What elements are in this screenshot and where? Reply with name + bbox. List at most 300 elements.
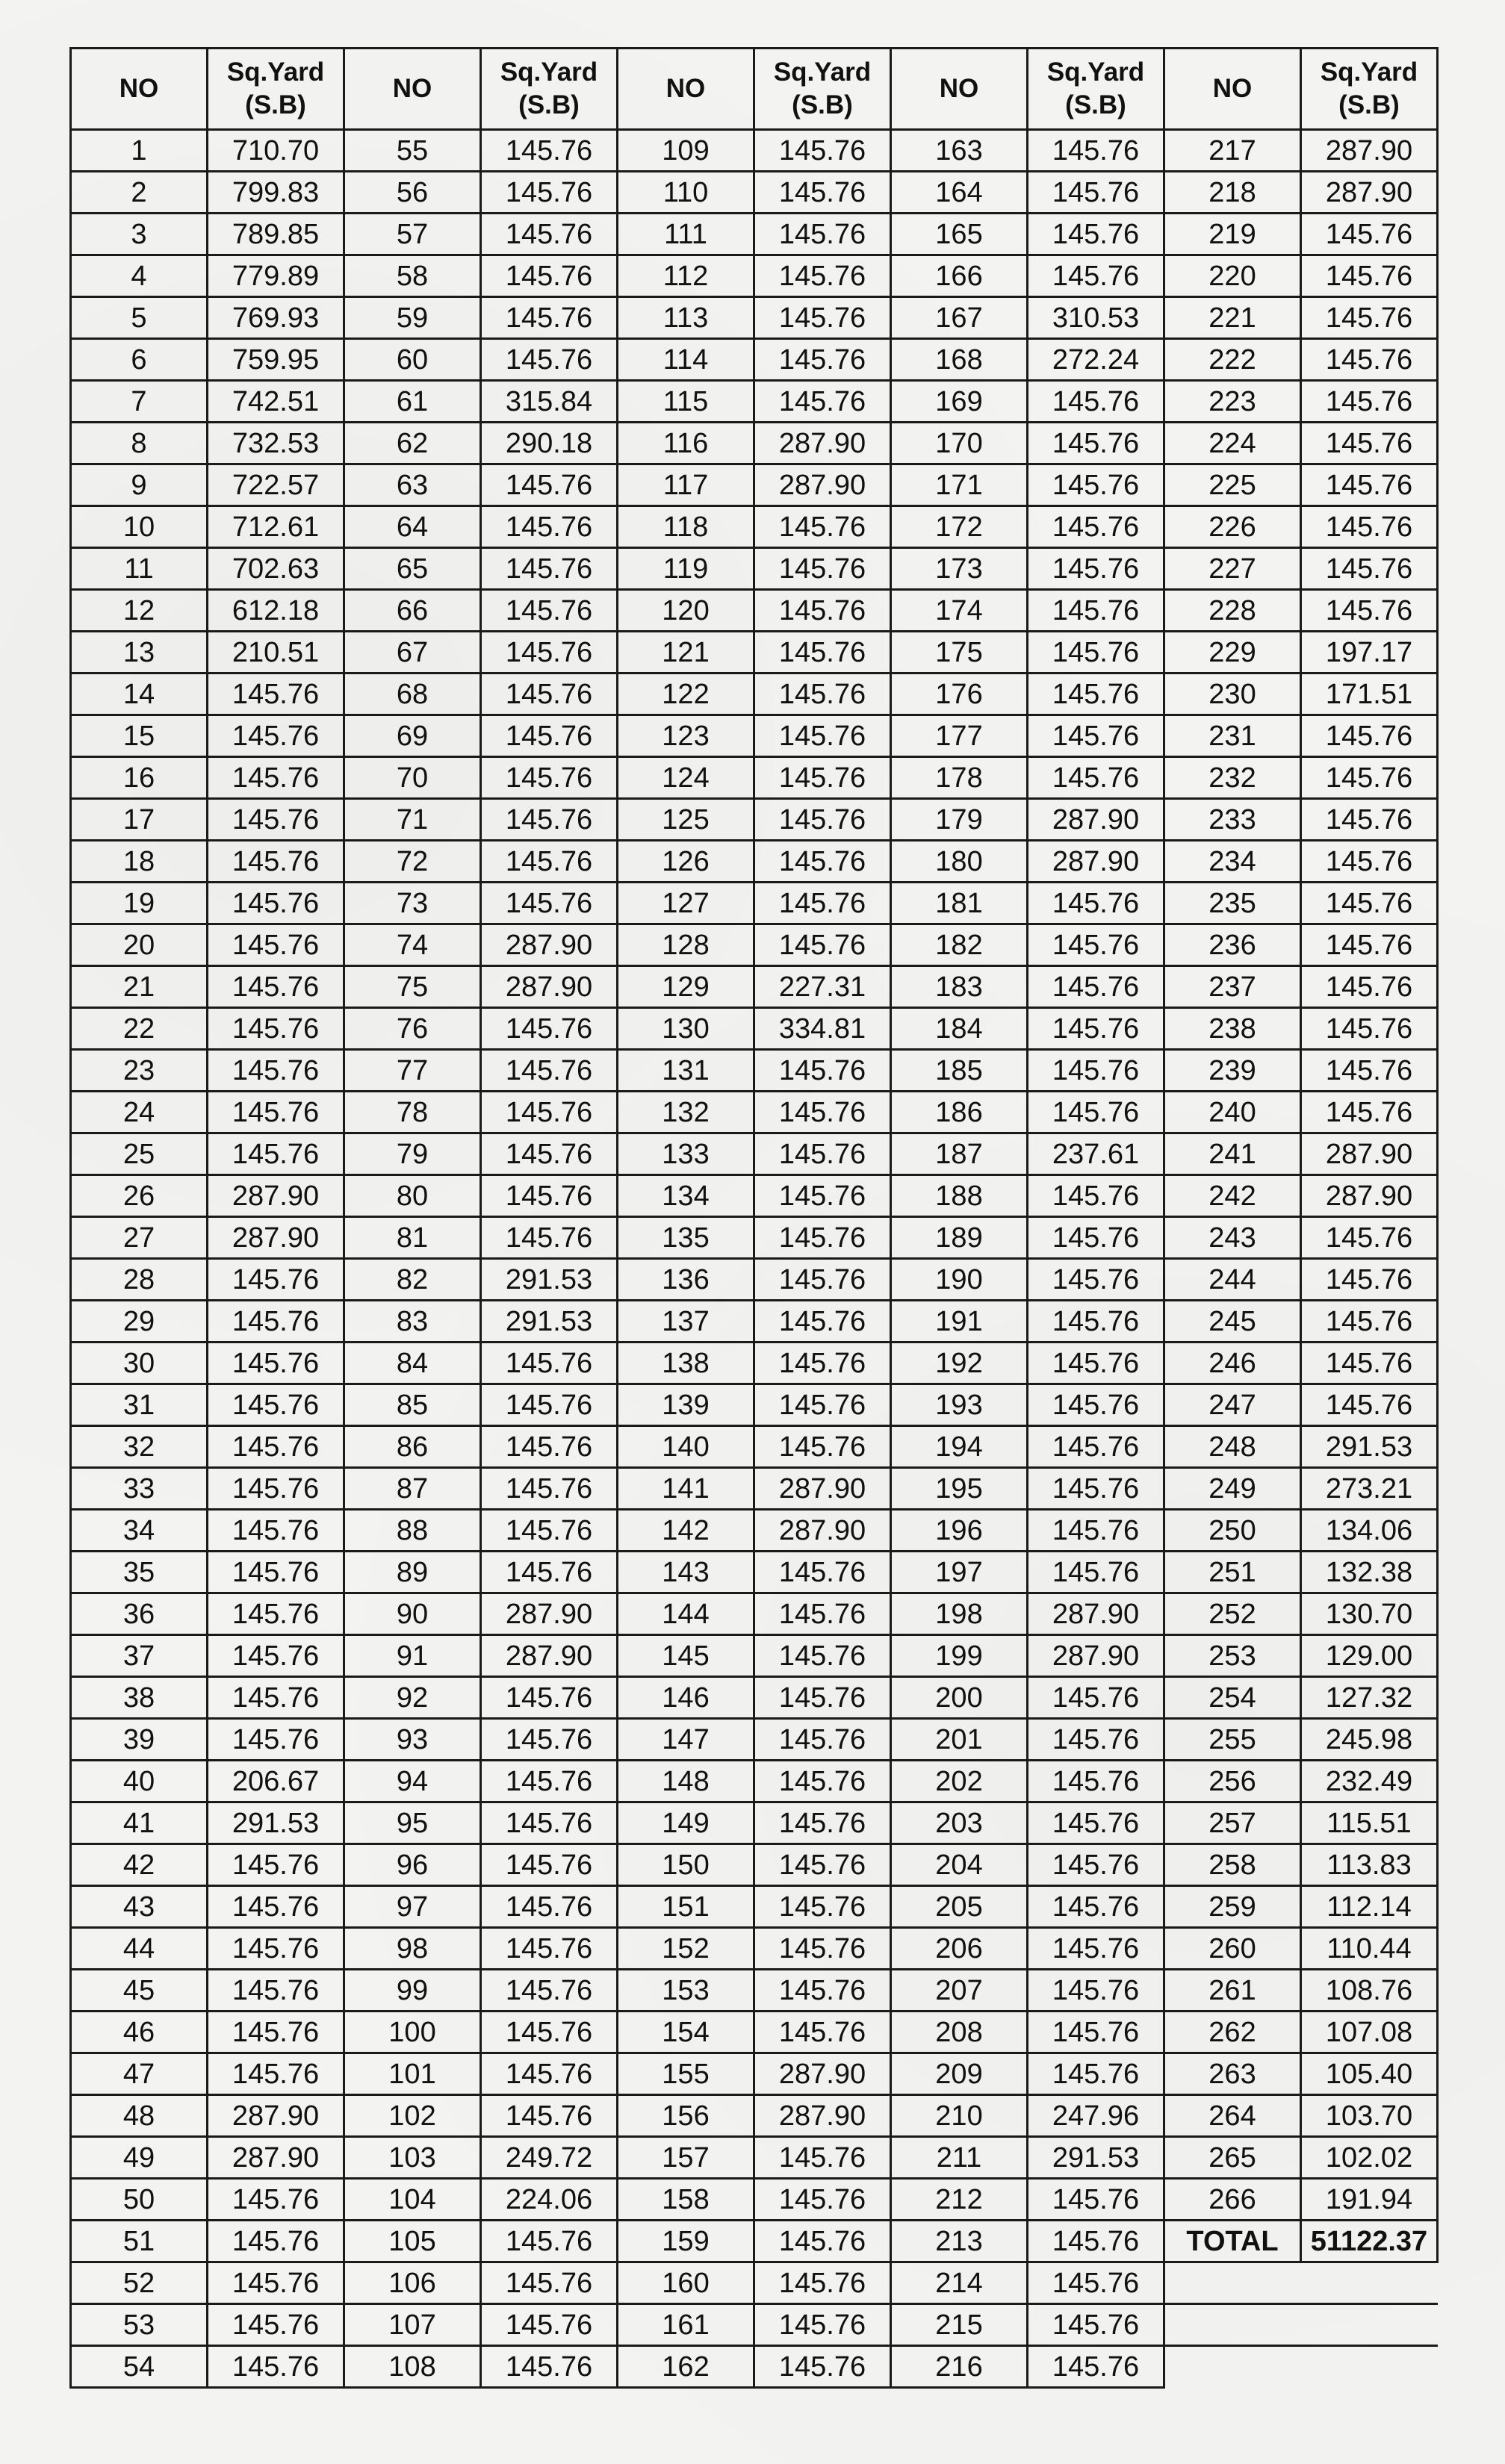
cell-plot-no: 107 — [344, 2304, 481, 2346]
cell-plot-no: 16 — [71, 757, 208, 799]
cell-sq-yard: 145.76 — [754, 1426, 891, 1468]
cell-sq-yard: 145.76 — [1301, 715, 1438, 757]
cell-plot-no: 226 — [1164, 506, 1301, 548]
table-row — [71, 2137, 1438, 2179]
cell-plot-no: 132 — [618, 1092, 754, 1133]
cell-sq-yard: 112.14 — [1301, 1886, 1438, 1928]
cell-sq-yard: 291.53 — [481, 1301, 618, 1343]
cell-plot-no: 90 — [344, 1593, 481, 1635]
cell-sq-yard: 145.76 — [1028, 2304, 1164, 2346]
cell-sq-yard: 145.76 — [754, 1635, 891, 1677]
cell-plot-no: 159 — [618, 2221, 754, 2262]
cell-plot-no: 58 — [344, 255, 481, 297]
cell-plot-no: 256 — [1164, 1761, 1301, 1802]
cell-sq-yard: 145.76 — [754, 2012, 891, 2053]
cell-plot-no: 166 — [891, 255, 1028, 297]
cell-sq-yard: 287.90 — [481, 966, 618, 1008]
cell-sq-yard: 759.95 — [208, 339, 344, 381]
cell-plot-no: 185 — [891, 1050, 1028, 1092]
cell-plot-no: 189 — [891, 1217, 1028, 1259]
cell-plot-no: 261 — [1164, 1970, 1301, 2012]
cell-plot-no: 67 — [344, 632, 481, 673]
cell-plot-no: 170 — [891, 423, 1028, 464]
cell-sq-yard: 145.76 — [481, 1217, 618, 1259]
cell-sq-yard: 145.76 — [1301, 1301, 1438, 1343]
cell-plot-no: 152 — [618, 1928, 754, 1970]
header-sb-label: (S.B) — [1065, 90, 1126, 119]
empty-cell — [1164, 2346, 1438, 2388]
cell-sq-yard: 145.76 — [754, 590, 891, 632]
cell-sq-yard: 145.76 — [1301, 381, 1438, 423]
cell-plot-no: 250 — [1164, 1510, 1301, 1552]
cell-sq-yard: 145.76 — [1028, 1928, 1164, 1970]
cell-plot-no: 164 — [891, 172, 1028, 214]
cell-sq-yard: 145.76 — [1028, 2053, 1164, 2095]
table-row — [71, 1343, 1438, 1384]
table-row — [71, 2346, 1438, 2388]
table-row — [71, 590, 1438, 632]
cell-sq-yard: 145.76 — [1301, 1217, 1438, 1259]
cell-plot-no: 187 — [891, 1133, 1028, 1175]
cell-plot-no: 103 — [344, 2137, 481, 2179]
cell-plot-no: 45 — [71, 1970, 208, 2012]
cell-plot-no: 125 — [618, 799, 754, 841]
cell-plot-no: 84 — [344, 1343, 481, 1384]
cell-sq-yard: 145.76 — [1028, 1217, 1164, 1259]
cell-sq-yard: 145.76 — [481, 1468, 618, 1510]
header-sb-label: (S.B) — [792, 90, 853, 119]
cell-sq-yard: 145.76 — [1301, 883, 1438, 924]
cell-plot-no: 73 — [344, 883, 481, 924]
cell-plot-no: 179 — [891, 799, 1028, 841]
cell-sq-yard: 710.70 — [208, 130, 344, 172]
cell-sq-yard: 145.76 — [481, 673, 618, 715]
cell-sq-yard: 145.76 — [481, 255, 618, 297]
cell-plot-no: 59 — [344, 297, 481, 339]
cell-sq-yard: 145.76 — [208, 1928, 344, 1970]
cell-sq-yard: 145.76 — [481, 130, 618, 172]
table-row — [71, 1510, 1438, 1552]
cell-plot-no: 241 — [1164, 1133, 1301, 1175]
cell-sq-yard: 145.76 — [754, 1719, 891, 1761]
cell-plot-no: 262 — [1164, 2012, 1301, 2053]
cell-plot-no: 26 — [71, 1175, 208, 1217]
header-sq-yard-label: Sq.Yard — [773, 57, 872, 87]
cell-plot-no: 31 — [71, 1384, 208, 1426]
cell-plot-no: 2 — [71, 172, 208, 214]
cell-plot-no: 223 — [1164, 381, 1301, 423]
cell-sq-yard: 145.76 — [481, 883, 618, 924]
header-sb-label: (S.B) — [518, 90, 580, 119]
cell-plot-no: 147 — [618, 1719, 754, 1761]
cell-plot-no: 56 — [344, 172, 481, 214]
cell-plot-no: 141 — [618, 1468, 754, 1510]
cell-sq-yard: 145.76 — [1028, 381, 1164, 423]
cell-sq-yard: 145.76 — [1301, 548, 1438, 590]
table-row — [71, 1217, 1438, 1259]
cell-plot-no: 186 — [891, 1092, 1028, 1133]
cell-sq-yard: 145.76 — [1028, 130, 1164, 172]
cell-plot-no: 206 — [891, 1928, 1028, 1970]
cell-plot-no: 32 — [71, 1426, 208, 1468]
cell-plot-no: 69 — [344, 715, 481, 757]
cell-sq-yard: 145.76 — [481, 1343, 618, 1384]
cell-plot-no: 218 — [1164, 172, 1301, 214]
cell-plot-no: 239 — [1164, 1050, 1301, 1092]
cell-sq-yard: 145.76 — [754, 799, 891, 841]
cell-sq-yard: 210.51 — [208, 632, 344, 673]
cell-plot-no: 199 — [891, 1635, 1028, 1677]
table-row — [71, 2262, 1438, 2304]
cell-plot-no: 19 — [71, 883, 208, 924]
table-row — [71, 339, 1438, 381]
cell-sq-yard: 145.76 — [1028, 1092, 1164, 1133]
cell-plot-no: 36 — [71, 1593, 208, 1635]
cell-sq-yard: 273.21 — [1301, 1468, 1438, 1510]
cell-sq-yard: 227.31 — [754, 966, 891, 1008]
cell-sq-yard: 145.76 — [208, 1593, 344, 1635]
cell-plot-no: 87 — [344, 1468, 481, 1510]
cell-plot-no: 198 — [891, 1593, 1028, 1635]
cell-plot-no: 216 — [891, 2346, 1028, 2388]
cell-sq-yard: 145.76 — [481, 1886, 618, 1928]
cell-plot-no: 53 — [71, 2304, 208, 2346]
cell-sq-yard: 145.76 — [208, 2179, 344, 2221]
cell-plot-no: 89 — [344, 1552, 481, 1593]
cell-sq-yard: 145.76 — [754, 2346, 891, 2388]
cell-sq-yard: 145.76 — [1028, 214, 1164, 255]
cell-plot-no: 265 — [1164, 2137, 1301, 2179]
table-row — [71, 1008, 1438, 1050]
cell-plot-no: 114 — [618, 339, 754, 381]
cell-sq-yard: 742.51 — [208, 381, 344, 423]
cell-plot-no: 12 — [71, 590, 208, 632]
cell-sq-yard: 145.76 — [754, 2262, 891, 2304]
cell-plot-no: 13 — [71, 632, 208, 673]
cell-sq-yard: 145.76 — [1301, 966, 1438, 1008]
table-row — [71, 1050, 1438, 1092]
cell-plot-no: 247 — [1164, 1384, 1301, 1426]
cell-sq-yard: 769.93 — [208, 297, 344, 339]
cell-sq-yard: 287.90 — [208, 1175, 344, 1217]
cell-plot-no: 211 — [891, 2137, 1028, 2179]
cell-plot-no: 210 — [891, 2095, 1028, 2137]
cell-plot-no: 136 — [618, 1259, 754, 1301]
cell-sq-yard: 145.76 — [1028, 2262, 1164, 2304]
cell-plot-no: 29 — [71, 1301, 208, 1343]
cell-plot-no: 66 — [344, 590, 481, 632]
cell-sq-yard: 145.76 — [481, 715, 618, 757]
cell-sq-yard: 145.76 — [754, 1259, 891, 1301]
cell-sq-yard: 145.76 — [754, 548, 891, 590]
cell-sq-yard: 145.76 — [208, 1259, 344, 1301]
cell-sq-yard: 145.76 — [754, 339, 891, 381]
cell-sq-yard: 145.76 — [481, 506, 618, 548]
cell-sq-yard: 145.76 — [1028, 423, 1164, 464]
cell-plot-no: 39 — [71, 1719, 208, 1761]
cell-sq-yard: 249.72 — [481, 2137, 618, 2179]
header-sq-yard-label: Sq.Yard — [1046, 57, 1145, 87]
cell-sq-yard: 145.76 — [1028, 1343, 1164, 1384]
cell-sq-yard: 145.76 — [1028, 1552, 1164, 1593]
cell-sq-yard: 145.76 — [1301, 506, 1438, 548]
cell-sq-yard: 145.76 — [1028, 2179, 1164, 2221]
cell-plot-no: 104 — [344, 2179, 481, 2221]
cell-plot-no: 161 — [618, 2304, 754, 2346]
cell-sq-yard: 145.76 — [481, 2304, 618, 2346]
cell-sq-yard: 145.76 — [1028, 464, 1164, 506]
cell-sq-yard: 145.76 — [481, 1008, 618, 1050]
cell-sq-yard: 145.76 — [1028, 590, 1164, 632]
empty-cell — [1164, 2304, 1438, 2346]
cell-plot-no: 258 — [1164, 1844, 1301, 1886]
cell-plot-no: 21 — [71, 966, 208, 1008]
cell-plot-no: 97 — [344, 1886, 481, 1928]
cell-plot-no: 212 — [891, 2179, 1028, 2221]
cell-sq-yard: 145.76 — [208, 1844, 344, 1886]
cell-sq-yard: 712.61 — [208, 506, 344, 548]
cell-plot-no: 228 — [1164, 590, 1301, 632]
cell-sq-yard: 145.76 — [754, 1970, 891, 2012]
cell-plot-no: 260 — [1164, 1928, 1301, 1970]
cell-sq-yard: 145.76 — [481, 2012, 618, 2053]
cell-sq-yard: 145.76 — [1028, 757, 1164, 799]
cell-sq-yard: 145.76 — [208, 2262, 344, 2304]
cell-sq-yard: 145.76 — [481, 632, 618, 673]
cell-plot-no: 130 — [618, 1008, 754, 1050]
cell-sq-yard: 145.76 — [1301, 1259, 1438, 1301]
header-sq-yard — [1301, 49, 1438, 130]
cell-plot-no: 101 — [344, 2053, 481, 2095]
cell-sq-yard: 287.90 — [208, 2095, 344, 2137]
cell-sq-yard: 237.61 — [1028, 1133, 1164, 1175]
cell-sq-yard: 145.76 — [754, 381, 891, 423]
cell-plot-no: 118 — [618, 506, 754, 548]
cell-plot-no: 242 — [1164, 1175, 1301, 1217]
cell-plot-no: 135 — [618, 1217, 754, 1259]
cell-sq-yard: 145.76 — [208, 2221, 344, 2262]
cell-plot-no: 8 — [71, 423, 208, 464]
cell-plot-no: 245 — [1164, 1301, 1301, 1343]
header-no: NO — [71, 49, 208, 130]
cell-sq-yard: 145.76 — [1301, 1008, 1438, 1050]
header-sq-yard — [208, 49, 344, 130]
cell-plot-no: 263 — [1164, 2053, 1301, 2095]
cell-plot-no: 79 — [344, 1133, 481, 1175]
cell-sq-yard: 145.76 — [1301, 799, 1438, 841]
table-row — [71, 799, 1438, 841]
cell-plot-no: 17 — [71, 799, 208, 841]
cell-sq-yard: 145.76 — [754, 1677, 891, 1719]
table-row — [71, 423, 1438, 464]
cell-sq-yard: 287.90 — [754, 1510, 891, 1552]
cell-plot-no: 249 — [1164, 1468, 1301, 1510]
cell-sq-yard: 287.90 — [481, 924, 618, 966]
cell-plot-no: 235 — [1164, 883, 1301, 924]
cell-sq-yard: 105.40 — [1301, 2053, 1438, 2095]
table-row — [71, 1133, 1438, 1175]
cell-plot-no: 151 — [618, 1886, 754, 1928]
cell-plot-no: 204 — [891, 1844, 1028, 1886]
cell-plot-no: 3 — [71, 214, 208, 255]
cell-sq-yard: 145.76 — [208, 1092, 344, 1133]
cell-sq-yard: 287.90 — [1028, 841, 1164, 883]
cell-plot-no: 203 — [891, 1802, 1028, 1844]
cell-plot-no: 128 — [618, 924, 754, 966]
cell-plot-no: 111 — [618, 214, 754, 255]
cell-plot-no: 25 — [71, 1133, 208, 1175]
cell-plot-no: 150 — [618, 1844, 754, 1886]
cell-plot-no: 219 — [1164, 214, 1301, 255]
cell-sq-yard: 247.96 — [1028, 2095, 1164, 2137]
cell-sq-yard: 272.24 — [1028, 339, 1164, 381]
cell-plot-no: 116 — [618, 423, 754, 464]
cell-sq-yard: 145.76 — [481, 1677, 618, 1719]
cell-sq-yard: 224.06 — [481, 2179, 618, 2221]
cell-sq-yard: 145.76 — [754, 1133, 891, 1175]
cell-plot-no: 102 — [344, 2095, 481, 2137]
table-row — [71, 1552, 1438, 1593]
cell-plot-no: 55 — [344, 130, 481, 172]
cell-plot-no: 30 — [71, 1343, 208, 1384]
cell-plot-no: 1 — [71, 130, 208, 172]
table-row — [71, 1970, 1438, 2012]
cell-sq-yard: 722.57 — [208, 464, 344, 506]
table-row — [71, 2053, 1438, 2095]
cell-sq-yard: 145.76 — [481, 172, 618, 214]
cell-plot-no: 124 — [618, 757, 754, 799]
cell-sq-yard: 145.76 — [754, 1092, 891, 1133]
cell-plot-no: 227 — [1164, 548, 1301, 590]
cell-plot-no: 244 — [1164, 1259, 1301, 1301]
cell-plot-no: 221 — [1164, 297, 1301, 339]
cell-plot-no: 176 — [891, 673, 1028, 715]
cell-sq-yard: 290.18 — [481, 423, 618, 464]
cell-sq-yard: 110.44 — [1301, 1928, 1438, 1970]
cell-plot-no: 5 — [71, 297, 208, 339]
cell-sq-yard: 287.90 — [754, 1468, 891, 1510]
cell-sq-yard: 197.17 — [1301, 632, 1438, 673]
cell-plot-no: 137 — [618, 1301, 754, 1343]
cell-sq-yard: 287.90 — [208, 1217, 344, 1259]
cell-plot-no: 215 — [891, 2304, 1028, 2346]
cell-plot-no: 80 — [344, 1175, 481, 1217]
cell-plot-no: 60 — [344, 339, 481, 381]
cell-sq-yard: 287.90 — [1301, 1175, 1438, 1217]
cell-sq-yard: 145.76 — [1028, 255, 1164, 297]
cell-plot-no: 229 — [1164, 632, 1301, 673]
cell-sq-yard: 145.76 — [208, 2304, 344, 2346]
table-row — [71, 548, 1438, 590]
cell-sq-yard: 145.76 — [208, 1635, 344, 1677]
cell-sq-yard: 145.76 — [481, 2346, 618, 2388]
cell-sq-yard: 145.76 — [208, 2053, 344, 2095]
cell-sq-yard: 779.89 — [208, 255, 344, 297]
cell-sq-yard: 145.76 — [1028, 1719, 1164, 1761]
cell-plot-no: 180 — [891, 841, 1028, 883]
cell-sq-yard: 145.76 — [1028, 172, 1164, 214]
cell-sq-yard: 145.76 — [1301, 590, 1438, 632]
cell-sq-yard: 145.76 — [481, 339, 618, 381]
cell-plot-no: 156 — [618, 2095, 754, 2137]
cell-sq-yard: 145.76 — [1028, 1844, 1164, 1886]
table-row — [71, 1259, 1438, 1301]
cell-sq-yard: 145.76 — [481, 1928, 618, 1970]
cell-sq-yard: 145.76 — [1301, 1343, 1438, 1384]
cell-plot-no: 237 — [1164, 966, 1301, 1008]
cell-plot-no: 139 — [618, 1384, 754, 1426]
cell-sq-yard: 145.76 — [1028, 1886, 1164, 1928]
cell-sq-yard: 287.90 — [208, 2137, 344, 2179]
cell-plot-no: 38 — [71, 1677, 208, 1719]
cell-sq-yard: 145.76 — [1028, 673, 1164, 715]
cell-sq-yard: 145.76 — [481, 1970, 618, 2012]
cell-sq-yard: 145.76 — [481, 1133, 618, 1175]
cell-sq-yard: 145.76 — [208, 2346, 344, 2388]
cell-sq-yard: 145.76 — [481, 2262, 618, 2304]
cell-sq-yard: 145.76 — [208, 715, 344, 757]
cell-sq-yard: 145.76 — [208, 924, 344, 966]
cell-plot-no: 28 — [71, 1259, 208, 1301]
cell-plot-no: 61 — [344, 381, 481, 423]
cell-plot-no: 54 — [71, 2346, 208, 2388]
cell-plot-no: 88 — [344, 1510, 481, 1552]
cell-sq-yard: 145.76 — [1028, 715, 1164, 757]
cell-plot-no: 123 — [618, 715, 754, 757]
cell-plot-no: 43 — [71, 1886, 208, 1928]
cell-sq-yard: 291.53 — [1301, 1426, 1438, 1468]
cell-plot-no: 113 — [618, 297, 754, 339]
table-row — [71, 1092, 1438, 1133]
cell-sq-yard: 145.76 — [208, 1301, 344, 1343]
cell-plot-no: 110 — [618, 172, 754, 214]
cell-plot-no: 18 — [71, 841, 208, 883]
cell-plot-no: 168 — [891, 339, 1028, 381]
cell-sq-yard: 287.90 — [754, 423, 891, 464]
cell-sq-yard: 145.76 — [754, 883, 891, 924]
cell-plot-no: 143 — [618, 1552, 754, 1593]
cell-plot-no: 122 — [618, 673, 754, 715]
cell-plot-no: 217 — [1164, 130, 1301, 172]
header-no: NO — [891, 49, 1028, 130]
cell-plot-no: 248 — [1164, 1426, 1301, 1468]
header-sq-yard-label: Sq.Yard — [226, 57, 325, 87]
cell-sq-yard: 145.76 — [754, 1593, 891, 1635]
cell-plot-no: 200 — [891, 1677, 1028, 1719]
cell-plot-no: 188 — [891, 1175, 1028, 1217]
cell-sq-yard: 145.76 — [1301, 1384, 1438, 1426]
cell-plot-no: 82 — [344, 1259, 481, 1301]
cell-plot-no: 224 — [1164, 423, 1301, 464]
cell-plot-no: 238 — [1164, 1008, 1301, 1050]
cell-plot-no: 49 — [71, 2137, 208, 2179]
cell-plot-no: 20 — [71, 924, 208, 966]
table-row — [71, 172, 1438, 214]
cell-plot-no: 78 — [344, 1092, 481, 1133]
cell-plot-no: 209 — [891, 2053, 1028, 2095]
table-row — [71, 297, 1438, 339]
cell-plot-no: 153 — [618, 1970, 754, 2012]
cell-plot-no: 41 — [71, 1802, 208, 1844]
cell-plot-no: 252 — [1164, 1593, 1301, 1635]
cell-sq-yard: 145.76 — [1301, 924, 1438, 966]
cell-sq-yard: 315.84 — [481, 381, 618, 423]
cell-sq-yard: 102.02 — [1301, 2137, 1438, 2179]
table-row — [71, 1802, 1438, 1844]
cell-sq-yard: 145.76 — [754, 2304, 891, 2346]
cell-sq-yard: 145.76 — [1301, 1050, 1438, 1092]
cell-sq-yard: 103.70 — [1301, 2095, 1438, 2137]
